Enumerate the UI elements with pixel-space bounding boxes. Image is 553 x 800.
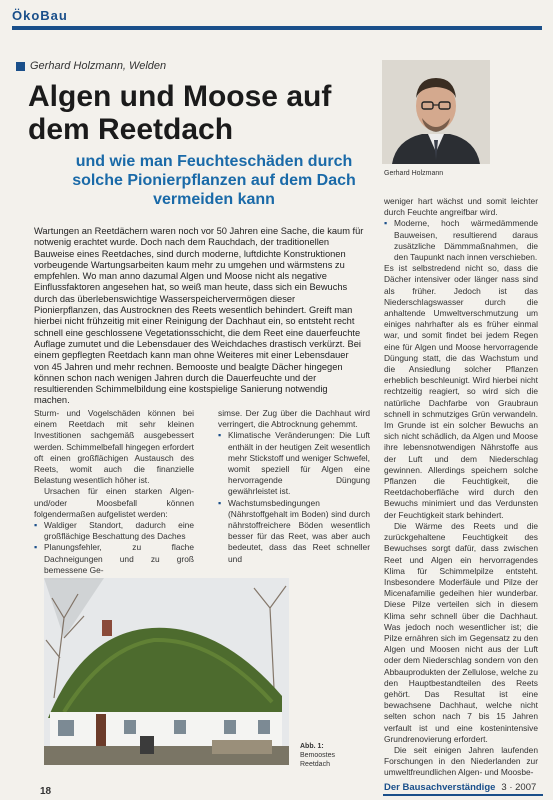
list-item: ▪ Klimatische Veränderungen: Die Luft enthält in der heutigen Zeit wesentlich mehr Stickstoff und weniger Schwefel, womit speziell für Algen eine hervorragende Düngung gewährleistet ist. — [218, 430, 370, 497]
list-item: ▪ Planungsfehler, zu flache Dachneigungen und zu groß bemessene Ge- — [34, 542, 194, 576]
figure-caption — [300, 742, 360, 769]
portrait-caption: Gerhard Holzmann — [384, 170, 444, 177]
body-column-2 — [218, 408, 370, 565]
lead-paragraph: Wartungen an Reetdächern waren noch vor 50 Jahren eine Sache, die kaum für notwenig erachtet wurde. Doch nach dem Rauchdach, der traditionellen Bauweise eines Reetdaches, sind durch moderne, luftdichte Konstruktionen vorbeugende Wartungsarbeiten kaum mehr zu umgehen und wärmstens zu empfehlen. Wo man anno dazumal Algen und Moose nicht als negative Einflussfaktoren angesehen hat, so weiß man heute, dass sich ein Bewuchs durch das überlebenswichtige Wasserspeichervermögen dieser Pionierpflanzen, das Austrocknen des Reets wesentlich behindert. Greift man hierbei nicht frühzeitig mit einer Reinigung der Dachhaut ein, so entsteht recht schnell eine geschlossene Vegetationsschicht, die dem Reet eine dauerfeuchte Auflage zumutet und die Lebensdauer des Weichdaches drastisch verkürzt. Bei einem gepflegten Reetdach kann man ohne Weiteres mit einer Lebensdauer von 45 Jahren und mehr rechnen. Bemooste und bealgte Dächer hingegen können schon nach wenigen Jahren durch die Dauerfeuchte und der resultierenden Schimmelbildung eine kostspielige Sanierung notwendig machen. — [34, 226, 364, 406]
page-number: 18 — [40, 786, 52, 797]
author-marker — [16, 62, 25, 71]
body-column-1 — [34, 408, 194, 576]
figure-label: Abb. 1: — [300, 743, 324, 750]
journal-footer — [384, 782, 536, 793]
paragraph: Sturm- und Vogelschäden können bei einem Reetdach mit sehr kleinen Investitionen sachgemäß ausgebessert werden. Schimmelbefall hingegen erfordert oft einen großflächigen Austausch des Reets, womit auch die finanzielle Belastung wesentlich höher ist. — [34, 408, 194, 486]
thatched-house-photo — [44, 578, 289, 765]
paragraph: simse. Der Zug über die Dachhaut wird verringert, die Abtrocknung gehemmt. — [218, 408, 370, 430]
paragraph: weniger hart wächst und somit leichter durch Feuchte angreifbar wird. — [384, 196, 538, 218]
cause-list-continued — [218, 430, 370, 564]
footer-rule — [383, 794, 543, 796]
list-item: ▪ Moderne, hoch wärmedämmende Bauweisen, resultierend daraus zusätzliche Dämmmaßnahmen, die den Taupunkt nach innen verschieben. — [384, 218, 538, 263]
section-tag: ÖkoBau — [12, 8, 68, 23]
journal-name: Der Bausachverständige — [384, 782, 496, 793]
paragraph: Es ist selbstredend nicht so, dass die Dächer intensiver oder länger nass sind als früher. Jedoch ist das Niederschlagswasser durch die anhaltende Umweltverschmutzung um einiges nahrhafter als es früher einmal war, und somit findet bei jedem Regen eine für Algen und Moose hervorragende Düngung statt, die das Wachstum und die Ansiedlung solcher Pflanzen erheblich beschleunigt. Wird hierbei nicht rechtzeitig reagiert, so wird sich die natürliche Dachfarbe von Graubraun schnell in schmutziges Grün verwandeln. Im Grunde ist ein solcher Bewuchs an sich nicht schädlich, da Algen und Moose ihre lebensnotwendigen Nährstoffe aus der Luft und dem Niederschlag gewinnen. Allerdings speichern solche Pflanzen die Feuchtigkeit, die Reetdachoberfläche wird durch den Bewuchs minimiert und das Verdunsten der Feuchtigkeit stark behindert. — [384, 263, 538, 520]
body-column-3 — [384, 196, 538, 779]
paragraph: Ursachen für einen starken Algen- und/oder Moosbefall können folgendermaßen aufgelistet werden: — [34, 486, 194, 519]
paragraph: Die Wärme des Reets und die zurückgehaltene Feuchtigkeit des Bewuchses sorgt dafür, dass zwischen Reet und Algen ein hervorragendes Klima für Schimmelpilze entsteht. Insbesondere Moderfäule und Pilze der Micenafamilie gedeihen hier wunderbar. Diese Pilze verteilen sich in diesem Klima sehr schnell über die Dachhaut. Was jedoch noch wesentlicher ist; die Pilze ernähren sich im Gegensatz zu den Algen und Moosen nicht aus der Luft oder dem Niederschlag sondern von den Abbauprodukten der Zellulose, welche zu den Hauptbestandteilen des Reets gehört. Das Resultat ist eine bewachsene Dachhaut, welche nicht selten schon nach 7 bis 15 Jahren verfault ist und eine kostenintensive Grundrenovierung erfordert. — [384, 520, 538, 744]
list-item: ▪ Wachstumsbedingungen (Nährstoffgehalt im Boden) sind durch nährstoffreichere Böden wesentlich besser für das Reet, was aber auch bedeutet, dass das Reet schneller und — [218, 498, 370, 565]
paragraph: Die seit einigen Jahren laufenden Forschungen in den Niederlanden zur umweltfreundlichen Algen- und Moosbe- — [384, 744, 538, 778]
list-item: ▪ Waldiger Standort, dadurch eine großflächige Beschattung des Daches — [34, 520, 194, 542]
figure-caption-text: Bemoostes Reetdach — [300, 752, 336, 768]
header-rule — [12, 26, 542, 30]
cause-list — [34, 520, 194, 576]
author-portrait — [382, 60, 490, 164]
cause-list-end — [384, 218, 538, 263]
author-line: Gerhard Holzmann, Welden — [30, 60, 167, 72]
article-title: Algen und Moose auf dem Reetdach — [28, 80, 332, 146]
article-subtitle: und wie man Feuchteschäden durch solche Pionierpflanzen auf dem Dach vermeiden kann — [72, 153, 356, 208]
journal-issue: 3 · 2007 — [501, 782, 537, 793]
